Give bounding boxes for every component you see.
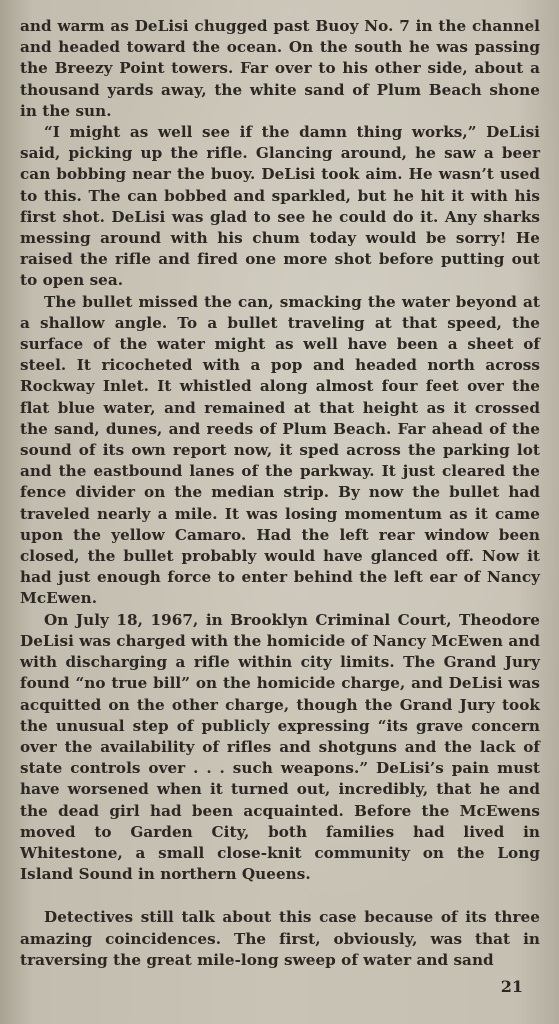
body-text — [20, 16, 540, 971]
paragraph-bullet-path: The bullet missed the can, smacking the water beyond at a shallow angle. To a bullet traveling at that speed, the surface of the water might as well have been a sheet of steel. It ricocheted with a pop and headed north across Rockway Inlet. It whistled along almost four feet over the flat blue water, and remained at that height as it crossed the sand, dunes, and reeds of Plum Beach. Far ahead of the sound of its own report now, it sped across the parking lot and the eastbound lanes of the parkway. It just cleared the fence divider on the median strip. By now the bullet had traveled nearly a mile. It was losing momentum as it came upon the yellow Camaro. Had the left rear window been closed, the bullet probably would have glanced off. Now it had just enough force to enter behind the left ear of Nancy McEwen. — [20, 292, 540, 608]
paragraph-continued: and warm as DeLisi chugged past Buoy No. 7 in the channel and headed toward the ocean. On the south he was passing the Breezy Point towers. Far over to his other side, about a thousand yards away, the white sand of Plum Beach shone in the sun. — [20, 17, 540, 120]
paragraph-court-case: On July 18, 1967, in Brooklyn Criminal Court, Theodore DeLisi was charged with the homicide of Nancy McEwen and with discharging a rifle within city limits. The Grand Jury found “no true bill” on the homicide charge, and DeLisi was acquitted on the other charge, though the Grand Jury took the unusual step of publicly expressing “its grave concern over the availability of rifles and shotguns and the lack of state controls over . . . such weapons.” DeLisi’s pain must have worsened when it turned out, incredibly, that he and the dead girl had been acquainted. Before the McEwens moved to Garden City, both families had lived in Whitestone, a small close-knit community on the Long Island Sound in northern Queens. — [20, 610, 540, 884]
paragraph-delisi-rifle: “I might as well see if the damn thing works,” DeLisi said, picking up the rifle. Glancing around, he saw a beer can bobbing near the buoy. DeLisi took aim. He wasn’t used to this. The can bobbed and sparkled, but he hit it with his first shot. DeLisi was glad to see he could do it. Any sharks messing around with his chum today would be sorry! He raised the rifle and fired one more shot before putting out to open sea. — [20, 123, 540, 290]
paragraph-coincidences: Detectives still talk about this case because of its three amazing coincidences. The first, obviously, was that in traversing the great mile-long sweep of water and sand — [20, 908, 540, 969]
page-number: 21 — [500, 977, 523, 996]
